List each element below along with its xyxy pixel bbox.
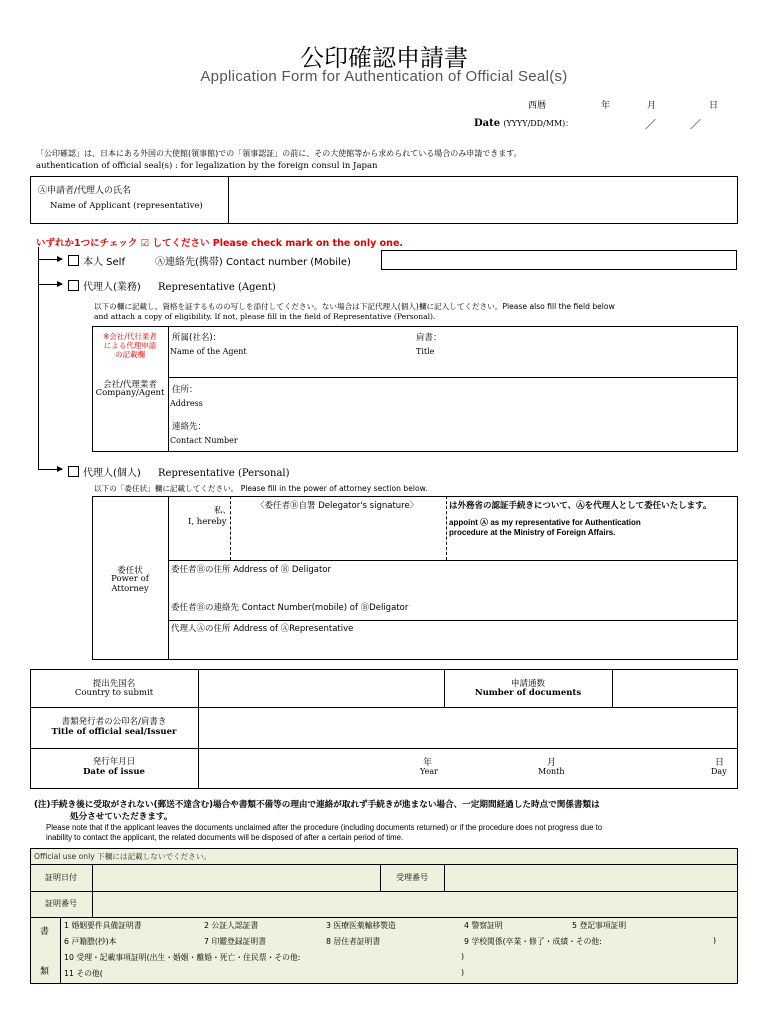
issuer-input[interactable] bbox=[201, 710, 735, 746]
doc-item-6: 6 戸籍謄(抄)本 bbox=[64, 937, 117, 946]
intro-en: authentication of official seal(s) : for legalization by the foreign consul in Japan bbox=[36, 161, 378, 171]
notice-jp-1: (注)手続き後に受取がされない(郵送不達含む)場合や書類不備等の理由で連絡が取れず手続きが進まない場合、一定期間経過した時点で関係書類は bbox=[34, 800, 600, 810]
notice-en-2: inability to contact the applicant, the related documents will be disposed of after a certain period of time. bbox=[46, 833, 404, 842]
personal-note: 以下の「委任状」欄に記載してください。 Please fill in the power of attorney section below. bbox=[94, 484, 428, 493]
date-input[interactable] bbox=[584, 115, 724, 131]
appoint-en-2: procedure at the Ministry of Foreign Affairs. bbox=[449, 528, 616, 537]
self-contact-input[interactable] bbox=[381, 250, 737, 270]
issue-date-label-en: Date of issue bbox=[83, 767, 145, 777]
applicant-label-jp: Ⓐ申請者/代理人の氏名 bbox=[38, 186, 132, 196]
country-label-en: Country to submit bbox=[74, 688, 154, 698]
doc-item-11: 11 その他( bbox=[64, 969, 103, 978]
date-day-label: 日 bbox=[709, 101, 719, 111]
company-label-en: Company/Agent bbox=[95, 388, 165, 398]
self-checkbox-label: 本人 Self bbox=[68, 253, 125, 268]
count-label-en: Number of documents bbox=[474, 688, 582, 698]
delegator-signature-input[interactable] bbox=[233, 512, 443, 556]
agent-checkbox-label: 代理人(業務) Representative (Agent) bbox=[68, 278, 276, 293]
doc-item-11-close: ) bbox=[461, 968, 465, 977]
doc-item-4: 4 警察証明 bbox=[464, 921, 503, 930]
page-title-en: Application Form for Authentication of Official Seal(s) bbox=[200, 68, 568, 85]
delegator-address-label: 委任者Ⓑの住所 Address of Ⓑ Deligator bbox=[171, 565, 331, 575]
doc-item-7: 7 印鑑登録証明書 bbox=[204, 937, 267, 946]
appoint-jp: は外務省の認証手続きについて、Ⓐを代理人として委任いたします。 bbox=[449, 501, 712, 511]
issue-year-jp: 年 bbox=[423, 758, 433, 768]
country-label-jp: 提出先国名 bbox=[92, 679, 136, 689]
agent-contact-label-en: Contact Number bbox=[170, 436, 238, 445]
agent-address-label-en: Address bbox=[170, 399, 203, 408]
personal-checkbox-label: 代理人(個人) Representative (Personal) bbox=[68, 464, 290, 479]
affiliation-label-jp: 所属(社名)： bbox=[172, 333, 222, 343]
applicant-label-en: Name of Applicant (representative) bbox=[50, 201, 203, 211]
doc-item-1: 1 婚姻要件具備証明書 bbox=[64, 921, 142, 930]
issue-date-label-jp: 発行年月日 bbox=[92, 757, 136, 767]
date-label: Date (YYYY/DD/MM)： bbox=[474, 118, 574, 129]
doc-type-char-1: 書 bbox=[40, 927, 50, 937]
agent-address-label-jp: 住所： bbox=[172, 385, 198, 395]
issue-day-jp: 日 bbox=[715, 758, 725, 768]
official-use-header: Official use only 下欄には記載しないでください。 bbox=[34, 852, 212, 861]
issue-year-en: Year bbox=[420, 767, 438, 776]
date-year-label: 年 bbox=[601, 101, 611, 111]
official-use-box bbox=[30, 848, 738, 984]
receipt-no-label: 受理番号 bbox=[396, 873, 428, 882]
issue-month-en: Month bbox=[538, 767, 565, 776]
count-label-jp: 申請通数 bbox=[510, 679, 545, 689]
i-label-jp: 私、 bbox=[214, 506, 232, 516]
cert-date-label: 証明日付 bbox=[45, 873, 77, 882]
doc-item-9-close: ) bbox=[713, 936, 717, 945]
delegator-contact-label: 委任者Ⓑの連絡先 Contact Number(mobile) of ⒷDeligator bbox=[171, 603, 409, 613]
affiliation-label-en: Name of the Agent bbox=[170, 347, 247, 356]
agent-checkbox[interactable] bbox=[68, 280, 79, 291]
date-era-label: 西暦 bbox=[528, 101, 547, 111]
attorney-label-jp: 委任状 bbox=[117, 566, 143, 576]
issue-day-en: Day bbox=[711, 767, 727, 776]
agent-contact-label-jp: 連絡先： bbox=[172, 422, 207, 432]
doc-item-2: 2 公証人認証書 bbox=[204, 921, 259, 930]
agent-red-note: ※会社/代行業者 による代理申請 の記載欄 bbox=[103, 332, 157, 359]
agent-note-en: and attach a copy of eligibility. If not, please fill in the field of Representative (Personal). bbox=[94, 312, 436, 321]
date-slash-2: ／ bbox=[690, 118, 701, 131]
title-label-en: Title bbox=[416, 347, 435, 356]
notice-en-1: Please note that if the applicant leaves the documents unclaimed after the procedure (including documents returned) or if the procedure does not progress due to bbox=[46, 823, 603, 832]
doc-item-10: 10 受理・記載事項証明(出生・婚姻・離婚・死亡・住民票・その他: bbox=[64, 953, 301, 962]
i-label-en: I, hereby bbox=[188, 517, 227, 527]
doc-item-10-close: ) bbox=[461, 952, 465, 961]
rep-address-label: 代理人Ⓐの住所 Address of ⒶRepresentative bbox=[171, 624, 354, 634]
country-input[interactable] bbox=[201, 672, 441, 705]
appoint-en-1: appoint Ⓐ as my representative for Authentication bbox=[449, 518, 641, 527]
notice-jp-2: 処分させていただきます。 bbox=[70, 812, 173, 822]
doc-item-9: 9 学校関係(卒業・修了・成績・その他: bbox=[464, 937, 602, 946]
doc-item-8: 8 居住者証明書 bbox=[326, 937, 381, 946]
doc-type-char-2: 類 bbox=[40, 967, 50, 977]
page-title-jp: 公印確認申請書 bbox=[300, 44, 468, 72]
title-label-jp: 肩書： bbox=[416, 333, 442, 343]
date-month-label: 月 bbox=[647, 101, 657, 111]
doc-item-5: 5 登記事項証明 bbox=[572, 921, 627, 930]
self-checkbox[interactable] bbox=[68, 255, 79, 266]
count-input[interactable] bbox=[615, 672, 735, 705]
doc-item-3: 3 医療医薬輸移製造 bbox=[326, 921, 396, 930]
company-label-jp: 会社/代理業者 bbox=[103, 380, 157, 390]
attorney-label-en-1: Power of bbox=[111, 574, 149, 584]
agent-note-jp: 以下の欄に記載し、資格を証するものの写しを添付してください。ない場合は下記代理人(個人)欄に記入してください。Please also fill the field below bbox=[94, 302, 615, 311]
personal-checkbox[interactable] bbox=[68, 466, 79, 477]
issue-date-input[interactable] bbox=[201, 751, 735, 786]
issuer-label-jp: 書類発行者の公印名/肩書き bbox=[61, 717, 167, 727]
self-contact-label: Ⓐ連絡先(携帯) Contact number (Mobile) bbox=[155, 257, 351, 268]
check-note: いずれか1つにチェック ☑ してください Please check mark on the only one. bbox=[36, 238, 403, 249]
attorney-label-en-2: Attorney bbox=[111, 584, 149, 594]
applicant-name-input[interactable] bbox=[231, 179, 734, 221]
issue-month-jp: 月 bbox=[547, 758, 557, 768]
cert-no-label: 証明番号 bbox=[45, 899, 77, 908]
issuer-label-en: Title of official seal/Issuer bbox=[51, 727, 177, 737]
delegator-signature-label: 〈委任者Ⓑ自署 Delegator's signature〉 bbox=[256, 501, 419, 511]
intro-jp: 「公印確認」は、日本にある外国の大使館(領事館)での「領事認証」の前に、その大使館等から求められている場合のみ申請できます。 bbox=[36, 149, 522, 158]
date-slash-1: ／ bbox=[645, 118, 656, 131]
